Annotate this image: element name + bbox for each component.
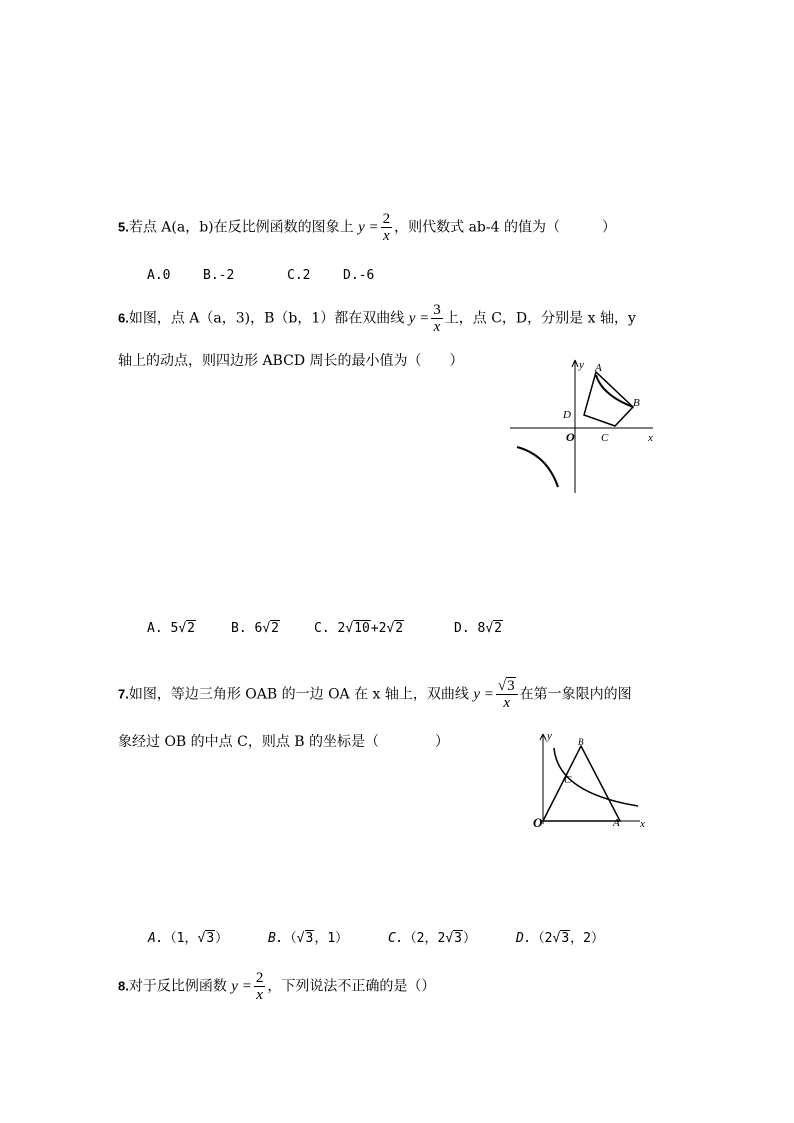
q6-label-c: C — [601, 432, 609, 444]
q5-number: 5. — [118, 219, 129, 235]
q7-option-d[interactable]: D.（2√3，2） — [516, 931, 604, 946]
q7-number: 7. — [118, 686, 129, 702]
q6-option-a[interactable]: A. 5√2 — [147, 621, 195, 636]
q5-stem — [118, 211, 616, 244]
q6-label-x: x — [648, 432, 653, 444]
q7-triangle — [543, 746, 620, 821]
q5-option-c[interactable]: C.2 — [287, 268, 311, 283]
q6-label-a: A — [595, 362, 602, 374]
q7-text-before: 如图，等边三角形 OAB 的一边 OA 在 x 轴上，双曲线 — [128, 686, 469, 703]
q8-text-before: 对于反比例函数 — [128, 978, 227, 995]
q5-option-d[interactable]: D.-6 — [343, 268, 375, 283]
q7-text-after: 在第一象限内的图 — [519, 686, 632, 703]
q5-eq-lhs: y = — [358, 219, 379, 236]
q6-quadrilateral — [584, 372, 633, 426]
q7-figure — [528, 728, 658, 833]
q6-text-before: 如图，点 A（a，3)，B（b，1）都在双曲线 — [128, 310, 405, 327]
q8-eq-lhs: y = — [231, 978, 252, 995]
q6-stem-line1 — [118, 302, 636, 335]
q7-fraction: $\frac{√3}{x}$ — [496, 678, 518, 711]
q7-label-o: O — [533, 815, 543, 830]
q7-label-c: C — [564, 774, 572, 786]
q8-text-after: ，下列说法不正确的是（） — [267, 978, 436, 995]
q6-figure — [505, 355, 665, 500]
q5-fraction: $\frac{2}{x}$ — [382, 211, 391, 244]
q6-option-b[interactable]: B. 6√2 — [231, 621, 279, 636]
q8-number: 8. — [118, 978, 129, 994]
q7-option-a[interactable]: A.（1，√3） — [148, 931, 229, 946]
q8-stem — [118, 970, 435, 1003]
q6-eq-lhs: y = — [408, 310, 430, 327]
q7-label-y: y — [547, 730, 552, 742]
q6-label-d: D — [563, 409, 571, 421]
q7-stem-line2: 象经过 OB 的中点 C，则点 B 的坐标是（ ） — [118, 734, 450, 750]
q6-fraction: $\frac{3}{x}$ — [433, 302, 441, 335]
q7-label-a: A — [613, 817, 620, 829]
q6-label-b: B — [633, 397, 640, 409]
q5-option-a[interactable]: A.0 — [147, 268, 171, 283]
q6-stem-line2: 轴上的动点，则四边形 ABCD 周长的最小值为（ ） — [118, 353, 464, 369]
q6-number: 6. — [118, 310, 129, 326]
q7-stem-line1 — [118, 678, 632, 711]
q6-option-d[interactable]: D. 8√2 — [454, 621, 502, 636]
q6-label-o: O — [566, 430, 575, 444]
q7-eq-lhs: y = — [473, 686, 494, 703]
q5-option-b[interactable]: B.-2 — [203, 268, 235, 283]
q8-fraction: $\frac{2}{x}$ — [255, 970, 264, 1003]
q5-text-before: 若点 A(a，b)在反比例函数的图象上 — [128, 219, 354, 236]
q6-option-c[interactable]: C. 2√10+2√2 — [314, 621, 404, 636]
q6-label-y: y — [579, 359, 584, 371]
q7-option-c[interactable]: C.（2，2√3） — [388, 931, 476, 946]
q5-text-after: ，则代数式 ab-4 的值为（ ） — [394, 219, 616, 236]
q6-hyperbola-q3 — [517, 447, 558, 487]
q7-label-x: x — [640, 818, 645, 830]
q7-option-b[interactable]: B.（√3，1） — [268, 931, 349, 946]
q7-label-b: B — [578, 737, 584, 747]
q6-text-after: 上，点 C，D，分别是 x 轴，y — [444, 310, 636, 327]
